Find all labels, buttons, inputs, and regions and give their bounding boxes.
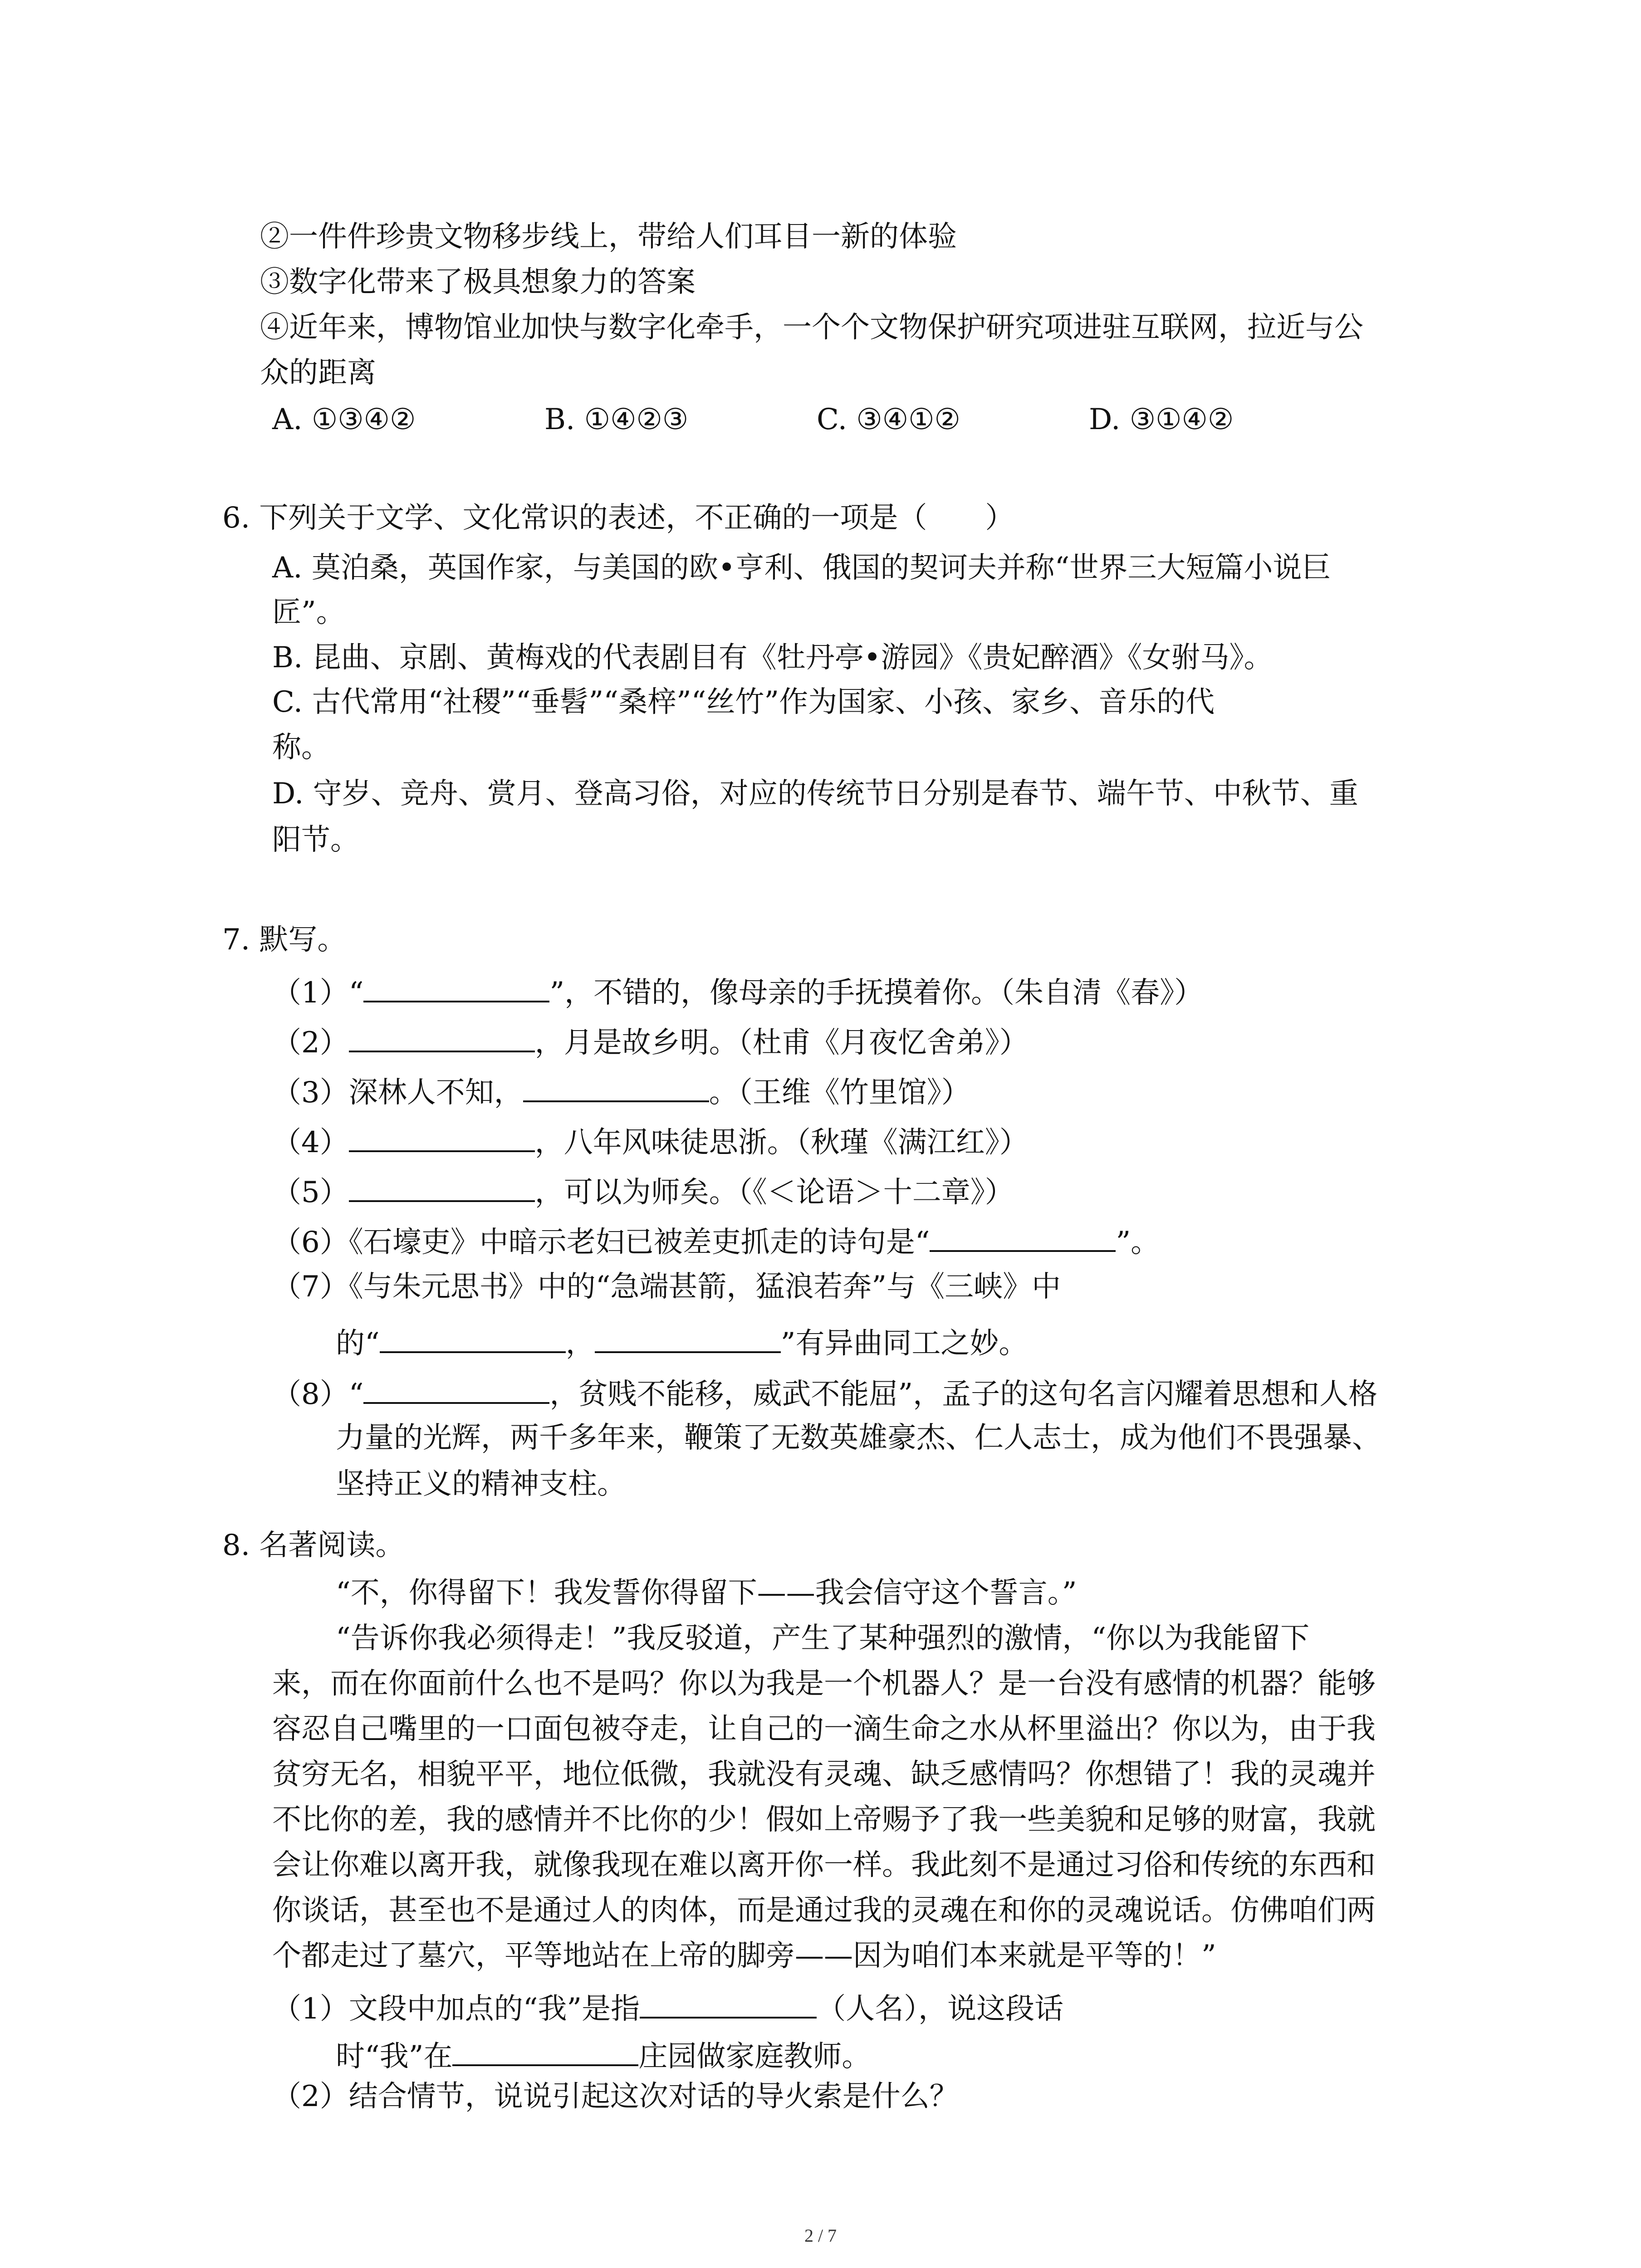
q7-item-8: （8）“ ，贫贱不能移，威武不能屈”，孟子的这句名言闪耀着思想和人格 [272,1374,1377,1409]
q5-option-a[interactable]: A. ①③④② [272,403,416,436]
item-number: （5） [272,1175,349,1209]
answer-blank[interactable] [452,2037,638,2066]
page-number: 2 / 7 [804,2225,837,2246]
q8-passage-line: 个都走过了墓穴，平等地站在上帝的脚旁——因为咱们本来就是平等的！” [272,1939,1216,1973]
q8-passage-p1: “不，你得留下！我发誓你得留下——我会信守这个誓言。” [336,1576,1077,1610]
q7-item-2: （2） ，月是故乡明。（杜甫《月夜忆舍弟》） [272,1023,1029,1057]
q8-passage-line: 容忍自己嘴里的一口面包被夺走，让自己的一滴生命之水从杯里溢出？你以为，由于我 [272,1712,1376,1746]
answer-blank[interactable] [930,1222,1116,1252]
item-number: （8） [272,1377,349,1411]
item-number: （3） [272,1075,349,1110]
q7-item-8-cont: 力量的光辉，两千多年来，鞭策了无数英雄豪杰、仁人志士，成为他们不畏强暴、 [336,1421,1381,1455]
answer-blank[interactable] [380,1324,566,1353]
q8-passage-line: “告诉你我必须得走！”我反驳道，产生了某种强烈的激情，“你以为我能留下 [336,1622,1310,1655]
q8-subquestion-1-cont: 时“我”在 庄园做家庭教师。 [336,2037,871,2071]
q5-sentence-3: ③数字化带来了极具想象力的答案 [260,265,696,299]
q7-item-3: （3）深林人不知， 。（王维《竹里馆》） [272,1073,970,1107]
answer-blank[interactable] [349,1173,535,1202]
answer-blank[interactable] [640,1989,817,2019]
answer-blank[interactable] [363,1374,549,1404]
q8-stem: 8. 名著阅读。 [222,1529,405,1562]
answer-blank[interactable] [349,1023,535,1052]
item-number: （2） [272,1026,349,1060]
item-number: （7） [272,1270,349,1304]
q6-option-d-cont: 阳节。 [272,823,359,857]
q7-item-8-cont2: 坚持正义的精神支柱。 [336,1467,626,1501]
q7-item-5: （5） ，可以为师矣。（《＜论语＞十二章》） [272,1173,1014,1207]
answer-blank[interactable] [523,1073,709,1102]
answer-blank[interactable] [363,973,549,1002]
q6-option-c-cont: 称。 [272,731,330,764]
answer-blank[interactable] [595,1324,781,1353]
answer-blank[interactable] [349,1123,535,1152]
item-number: （1） [272,976,349,1010]
q5-option-d[interactable]: D. ③①④② [1089,403,1234,436]
q7-item-6: （6）《石壕吏》中暗示老妇已被差吏抓走的诗句是“ ”。 [272,1222,1160,1257]
q8-subquestion-2: （2）结合情节，说说引起这次对话的导火索是什么？ [272,2080,959,2113]
q8-passage-line: 你谈话，甚至也不是通过人的肉体，而是通过我的灵魂在和你的灵魂说话。仿佛咱们两 [272,1894,1376,1927]
q8-subquestion-1: （1）文段中加点的“我”是指 （人名），说这段话 [272,1989,1063,2024]
q7-stem: 7. 默写。 [222,923,347,957]
q6-stem: 6. 下列关于文学、文化常识的表述，不正确的一项是（ ） [222,501,1014,535]
item-number: （2） [272,2080,349,2113]
q8-passage-line: 来，而在你面前什么也不是吗？你以为我是一个机器人？是一台没有感情的机器？能够 [272,1667,1376,1701]
item-number: （6） [272,1225,349,1259]
q5-sentence-4-cont: 众的距离 [260,356,376,390]
q5-sentence-2: ②一件件珍贵文物移步线上，带给人们耳目一新的体验 [260,220,957,254]
q6-option-d[interactable]: D. 守岁、竞舟、赏月、登高习俗，对应的传统节日分别是春节、端午节、中秋节、重 [272,777,1358,811]
q7-item-7-cont: 的“ ， ”有异曲同工之妙。 [336,1324,1028,1358]
q8-passage-line: 会让你难以离开我，就像我现在难以离开你一样。我此刻不是通过习俗和传统的东西和 [272,1848,1376,1882]
q6-option-b[interactable]: B. 昆曲、京剧、黄梅戏的代表剧目有《牡丹亭•游园》《贵妃醉酒》《女驸马》。 [272,641,1273,675]
q7-item-4: （4） ，八年风味徒思浙。（秋瑾《满江红》） [272,1123,1029,1157]
q8-passage-line: 贫穷无名，相貌平平，地位低微，我就没有灵魂、缺乏感情吗？你想错了！我的灵魂并 [272,1758,1376,1791]
q5-option-c[interactable]: C. ③④①② [817,403,960,436]
q5-option-b[interactable]: B. ①④②③ [544,403,689,436]
q6-option-c[interactable]: C. 古代常用“社稷”“垂髫”“桑梓”“丝竹”作为国家、小孩、家乡、音乐的代 [272,685,1215,719]
q7-item-7: （7）《与朱元思书》中的“急端甚箭，猛浪若奔”与《三峡》中 [272,1270,1061,1304]
item-number: （1） [272,1992,349,2026]
q6-option-a[interactable]: A. 莫泊桑，英国作家，与美国的欧•亨利、俄国的契诃夫并称“世界三大短篇小说巨 [272,551,1331,585]
item-number: （4） [272,1125,349,1159]
q5-sentence-4: ④近年来，博物馆业加快与数字化牵手，一个个文物保护研究项进驻互联网，拉近与公 [260,311,1363,344]
q7-item-1: （1）“ ”，不错的，像母亲的手抚摸着你。（朱自清《春》） [272,973,1203,1007]
q6-option-a-cont: 匠”。 [272,596,345,629]
q8-passage-line: 不比你的差，我的感情并不比你的少！假如上帝赐予了我一些美貌和足够的财富，我就 [272,1803,1376,1837]
